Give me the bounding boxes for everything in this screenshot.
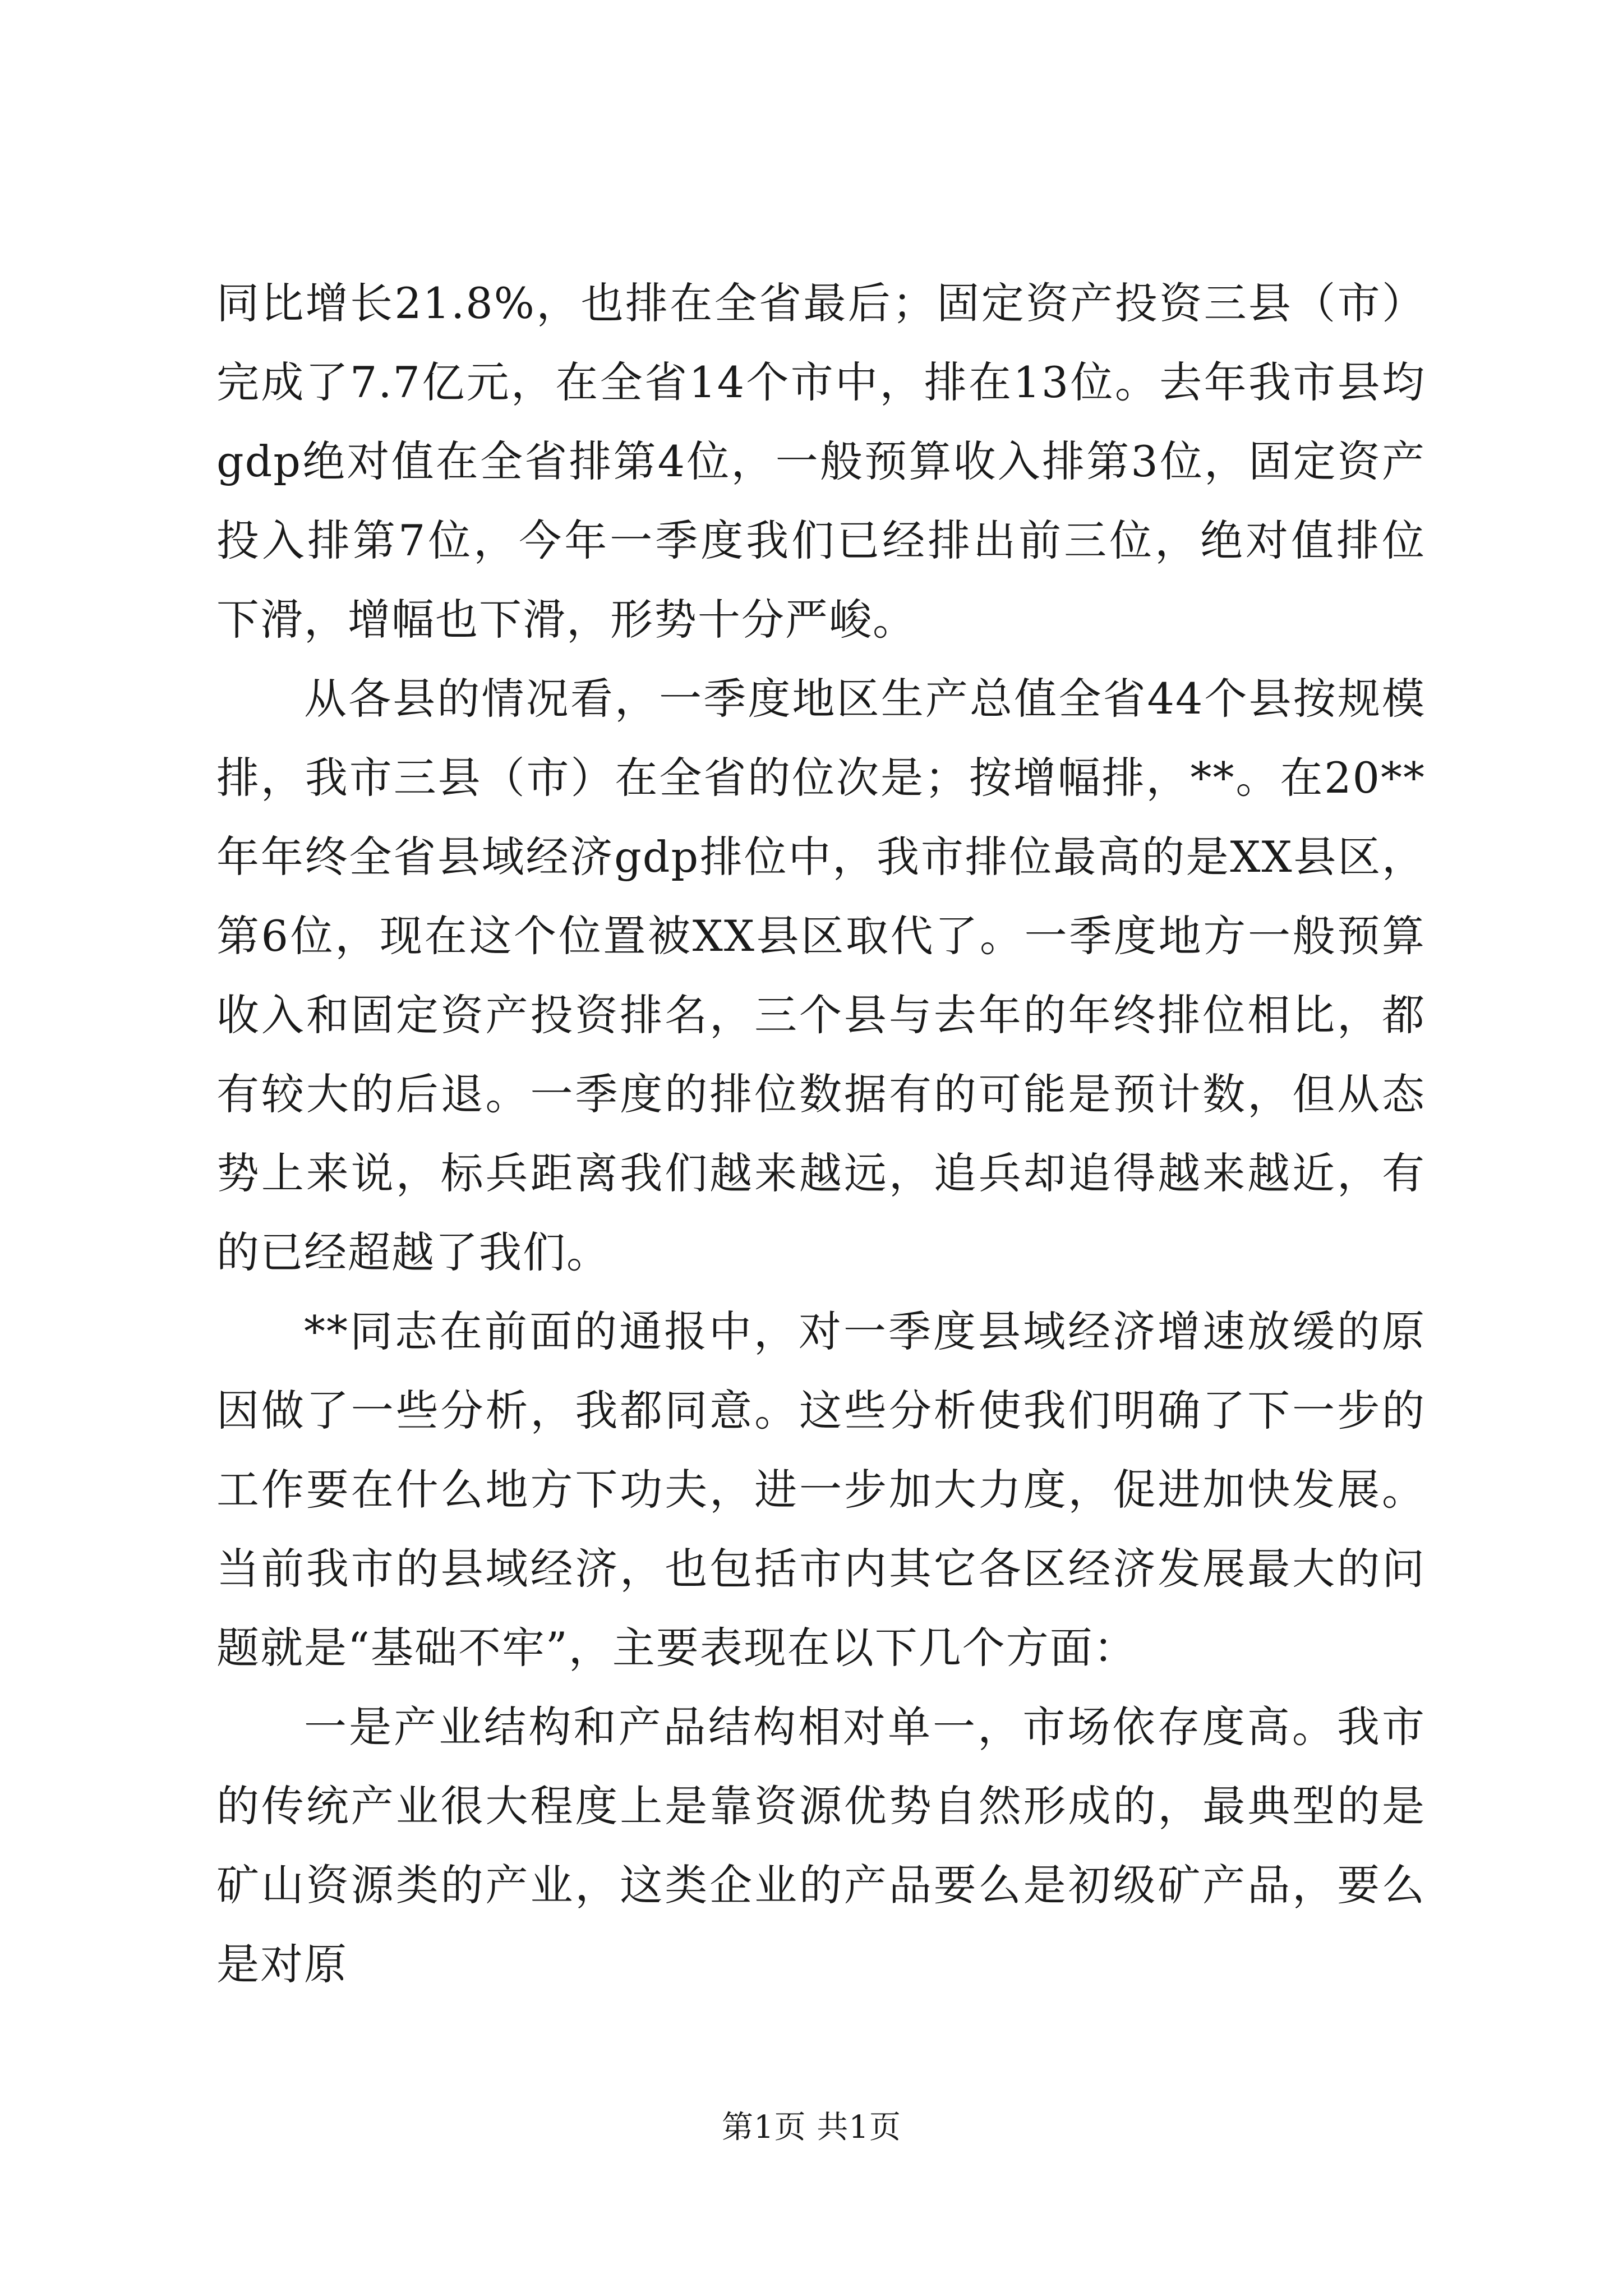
paragraph-3: **同志在前面的通报中，对一季度县域经济增速放缓的原因做了一些分析，我都同意。这些分析使我们明确了下一步的工作要在什么地方下功夫，进一步加大力度，促进加快发展。当前我市的县域经济，也包括市内其它各区经济发展最大的问题就是“基础不牢”，主要表现在以下几个方面： [216, 1306, 1426, 1673]
paragraph-1: 同比增长21.8%，也排在全省最后；固定资产投资三县（市）完成了7.7亿元，在全省14个市中，排在13位。去年我市县均gdp绝对值在全省排第4位，一般预算收入排第3位，固定资产投入排第7位，今年一季度我们已经排出前三位，绝对值排位下滑，增幅也下滑，形势十分严峻。 [216, 278, 1426, 645]
document-body [216, 264, 1426, 2004]
paragraph-2: 从各县的情况看，一季度地区生产总值全省44个县按规模排，我市三县（市）在全省的位次是；按增幅排，**。在20**年年终全省县域经济gdp排位中，我市排位最高的是XX县区，第6位，现在这个位置被XX县区取代了。一季度地方一般预算收入和固定资产投资排名，三个县与去年的年终排位相比，都有较大的后退。一季度的排位数据有的可能是预计数，但从态势上来说，标兵距离我们越来越远，追兵却追得越来越近，有的已经超越了我们。 [216, 674, 1426, 1277]
page-footer: 第1页 共1页 [721, 2109, 902, 2146]
paragraph-4: 一是产业结构和产品结构相对单一，市场依存度高。我市的传统产业很大程度上是靠资源优势自然形成的，最典型的是矿山资源类的产业，这类企业的产品要么是初级矿产品，要么是对原 [216, 1702, 1426, 1989]
